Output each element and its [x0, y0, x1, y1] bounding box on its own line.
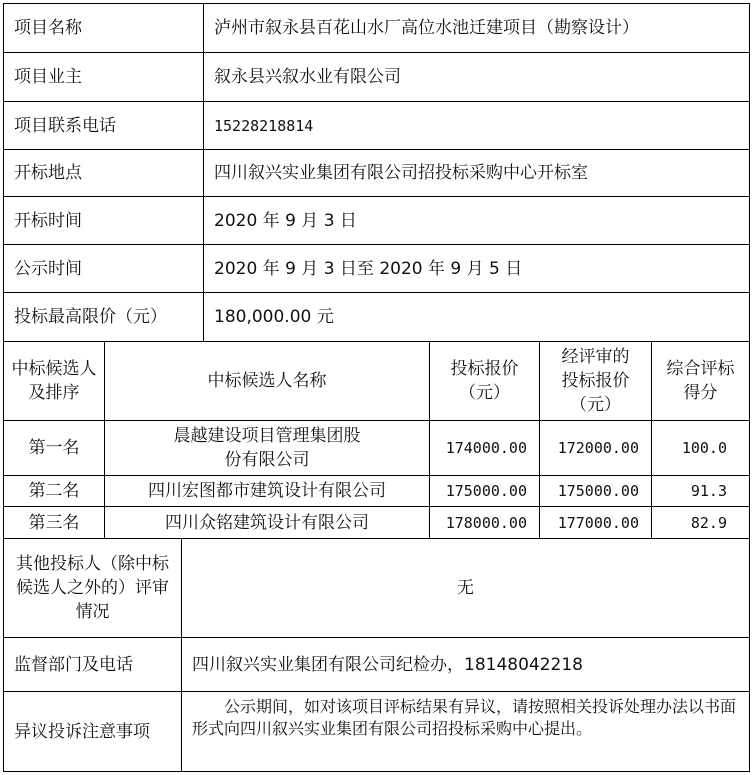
- label-publicity-time: 公示时间: [4, 245, 204, 292]
- label-opening-time: 开标时间: [4, 197, 204, 244]
- candidates-header-row: [3, 341, 750, 421]
- objection-row: [3, 691, 750, 772]
- info-row-opening-time: [3, 196, 750, 245]
- value-owner: 叙永县兴叙水业有限公司: [214, 67, 401, 87]
- info-row-max-price: [3, 292, 750, 342]
- info-row-publicity-time: [3, 244, 750, 293]
- objection-text: 公示期间，如对该项目评标结果有异议，请按照相关投诉处理办法以书面形式向四川叙兴实业集团有限公司招投标采购中心提出。: [192, 697, 737, 738]
- value-opening-time: 2020 年 9 月 3 日: [214, 210, 357, 231]
- value-publicity-time: 2020 年 9 月 3 日至 2020 年 9 月 5 日: [214, 258, 523, 279]
- candidate-score: 91.3: [690, 482, 727, 500]
- candidate-reviewed-bid: 175000.00: [540, 476, 652, 506]
- candidate-rank: 第二名: [4, 476, 105, 506]
- label-objection: 异议投诉注意事项: [4, 692, 182, 771]
- value-opening-place: 四川叙兴实业集团有限公司招投标采购中心开标室: [214, 163, 588, 183]
- value-phone: 15228218814: [214, 116, 314, 135]
- candidate-rank: 第一名: [4, 421, 105, 475]
- info-row-phone: [3, 101, 750, 150]
- value-max-price: 180,000.00 元: [214, 307, 334, 327]
- candidate-score: 100.0: [681, 439, 727, 457]
- candidate-row-1: [3, 420, 750, 476]
- candidate-reviewed-bid: 177000.00: [540, 507, 652, 538]
- candidate-row-3: [3, 506, 750, 539]
- header-rank: 中标候选人及排序: [4, 342, 105, 420]
- bid-result-table: [3, 3, 750, 772]
- header-name: 中标候选人名称: [105, 342, 430, 420]
- info-row-opening-place: [3, 149, 750, 197]
- candidate-reviewed-bid: 172000.00: [540, 421, 652, 475]
- value-objection: [182, 692, 749, 771]
- label-owner: 项目业主: [4, 53, 204, 101]
- label-opening-place: 开标地点: [4, 150, 204, 196]
- other-bidders-row: [3, 538, 750, 638]
- label-max-price: 投标最高限价（元）: [4, 293, 204, 341]
- label-supervision: 监督部门及电话: [4, 638, 182, 691]
- header-score: 综合评标得分: [666, 359, 735, 403]
- candidate-name: 晨越建设项目管理集团股份有限公司: [105, 421, 430, 475]
- header-reviewed: 经评审的投标报价（元）: [540, 342, 652, 420]
- candidate-rank: 第三名: [4, 507, 105, 538]
- info-row-owner: [3, 52, 750, 102]
- candidate-bid: 178000.00: [430, 507, 540, 538]
- label-phone: 项目联系电话: [4, 102, 204, 149]
- value-other-bidders: 无: [457, 578, 474, 598]
- info-row-project-name: [3, 3, 750, 53]
- value-supervision: 四川叙兴实业集团有限公司纪检办，18148042218: [192, 654, 583, 675]
- label-other-bidders: 其他投标人（除中标候选人之外的）评审情况: [4, 539, 182, 637]
- candidate-bid: 174000.00: [430, 421, 540, 475]
- candidate-name: 四川众铭建筑设计有限公司: [105, 507, 430, 538]
- candidate-bid: 175000.00: [430, 476, 540, 506]
- label-project-name: 项目名称: [4, 4, 204, 52]
- supervision-row: [3, 637, 750, 692]
- header-bid: 投标报价（元）: [430, 342, 540, 420]
- value-project-name: 泸州市叙永县百花山水厂高位水池迁建项目（勘察设计）: [214, 18, 639, 38]
- candidate-row-2: [3, 475, 750, 507]
- candidate-name: 四川宏图都市建筑设计有限公司: [105, 476, 430, 506]
- candidate-score: 82.9: [690, 513, 727, 532]
